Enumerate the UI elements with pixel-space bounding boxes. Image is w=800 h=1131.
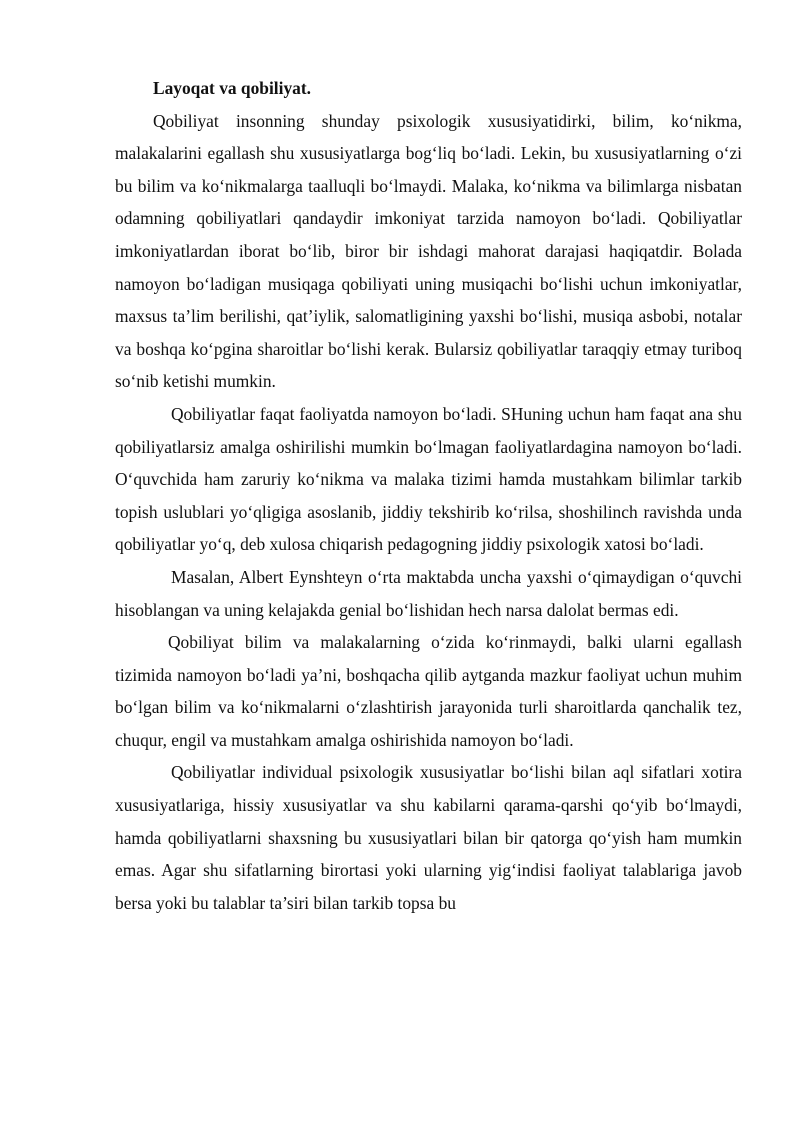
document-body <box>115 72 742 919</box>
paragraph-1: Qobiliyat insonning shunday psixologik xususiyatidirki, bilim, ko‘nikma, malakalarini egallash shu xususiyatlarga bog‘liq bo‘ladi. Lekin, bu xususiyatlarning o‘zi bu bilim va ko‘nikmalarga taalluqli bo‘lmaydi. Malaka, ko‘nikma va bilimlarga nisbatan odamning qobiliyatlari qandaydir imkoniyat tarzida namoyon bo‘ladi. Qobiliyatlar imkoniyatlardan iborat bo‘lib, biror bir ishdagi mahorat darajasi haqiqatdir. Bolada namoyon bo‘ladigan musiqaga qobiliyati uning musiqachi bo‘lishi uchun imkoniyatlar, maxsus ta’lim berilishi, qat’iylik, salomatligining yaxshi bo‘lishi, musiqa asbobi, notalar va boshqa ko‘pgina sharoitlar bo‘lishi kerak. Bularsiz qobiliyatlar taraqqiy etmay turiboq so‘nib ketishi mumkin. <box>115 110 742 392</box>
paragraph-5: Qobiliyatlar individual psixologik xususiyatlar bo‘lishi bilan aql sifatlari xotira xususiyatlariga, hissiy xususiyatlar va shu kabilarni qarama-qarshi qo‘yib bo‘lmaydi, hamda qobiliyatlarni shaxsning bu xususiyatlari bilan bir qatorga qo‘yish ham mumkin emas. Agar shu sifatlarning birortasi yoki ularning yig‘indisi faoliyat talablariga javob bersa yoki bu talablar ta’siri bilan tarkib topsa bu <box>115 762 742 913</box>
paragraph-2: Qobiliyatlar faqat faoliyatda namoyon bo‘ladi. SHuning uchun ham faqat ana shu qobiliyatlarsiz amalga oshirilishi mumkin bo‘lmagan faoliyatlardagina namoyon bo‘ladi. O‘quvchida ham zaruriy ko‘nikma va malaka tizimi hamda mustahkam bilimlar tarkib topish uslublari yo‘qligiga asoslanib, jiddiy tekshirib ko‘rilsa, shoshilinch ravishda unda qobiliyatlar yo‘q, deb xulosa chiqarish pedagogning jiddiy psixologik xatosi bo‘ladi. <box>115 403 742 555</box>
section-heading: Layoqat va qobiliyat. <box>153 78 311 98</box>
paragraph-3: Masalan, Albert Eynshteyn o‘rta maktabda uncha yaxshi o‘qimaydigan o‘quvchi hisoblangan va uning kelajakda genial bo‘lishidan hech narsa dalolat bermas edi. <box>115 566 742 620</box>
paragraph-4: Qobiliyat bilim va malakalarning o‘zida ko‘rinmaydi, balki ularni egallash tizimida namoyon bo‘ladi ya’ni, boshqacha qilib aytganda mazkur faoliyat uchun muhim bo‘lgan bilim va ko‘nikmalarni o‘zlashtirish jarayonida turli sharoitlarda qanchalik tez, chuqur, engil va mustahkam amalga oshirishida namoyon bo‘ladi. <box>115 632 742 750</box>
